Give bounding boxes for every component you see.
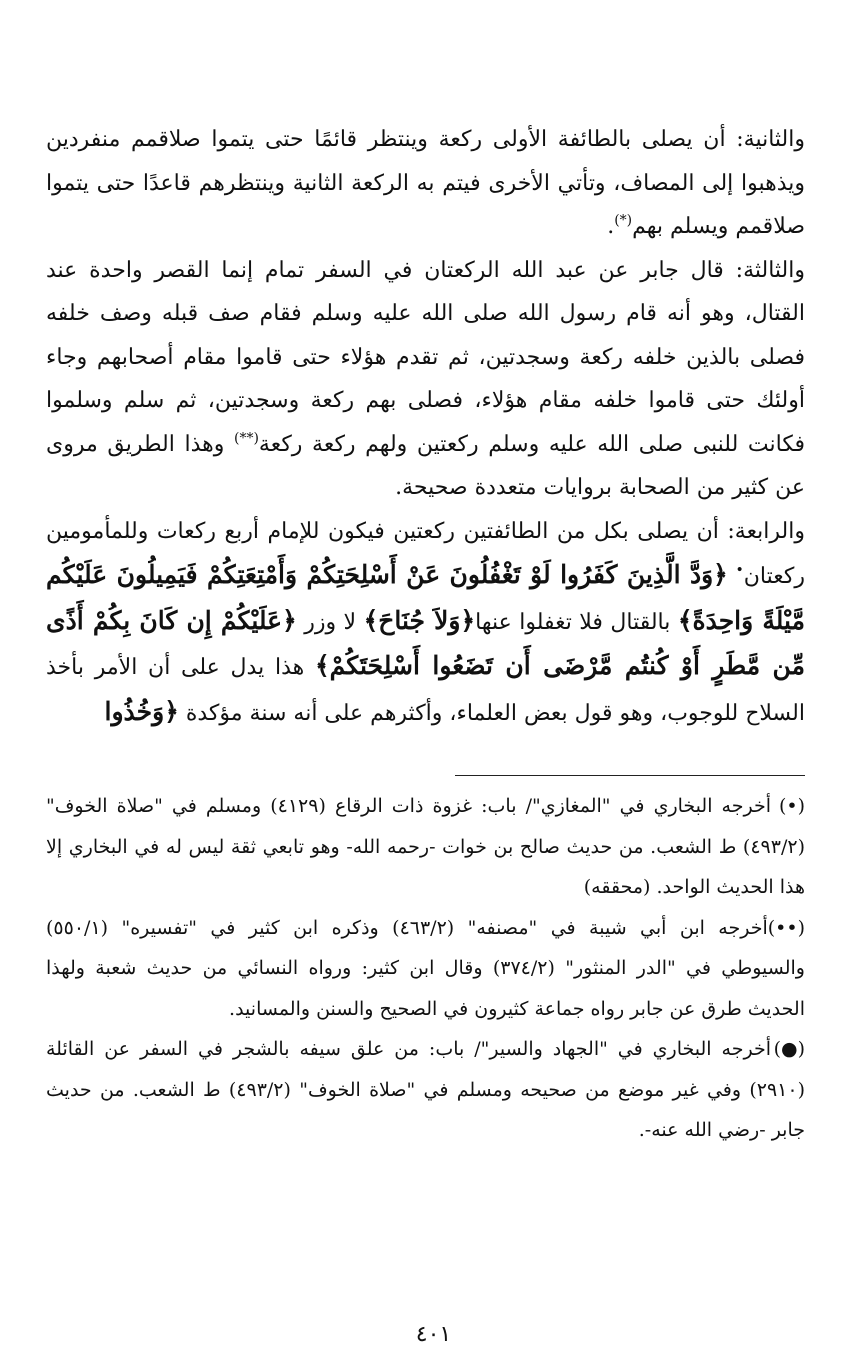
para-text: والثانية: أن يصلى بالطائفة الأولى ركعة وينتظر قائمًا حتى يتموا صلاقمم منفردين ويذهبوا إلى المصاف، وتأتي الأخرى فيتم به الركعة الثانية وينتظرهم قاعدًا حتى يتموا صلاقمم ويسلم بهم — [46, 127, 805, 239]
footnote-text: أخرجه البخاري في "المغازي"/ باب: غزوة ذات الرقاع (٤١٢٩) ومسلم في "صلاة الخوف" (٤٩٣/٢) ط الشعب. من حديث صالح بن خوات -رحمه الله- وهو تابعي ثقة ليس له في البخاري إلا هذا الحديث الواحد. (محققه) — [46, 795, 805, 898]
main-text — [46, 118, 805, 735]
footnotes — [46, 786, 805, 1151]
footnote-1 — [46, 786, 805, 908]
footnote-2 — [46, 908, 805, 1030]
footnote-mark: (••) — [767, 916, 805, 939]
footnote-marker: • — [735, 562, 744, 579]
paragraph-third-method — [46, 249, 805, 510]
paragraph-fourth-method — [46, 510, 805, 736]
footnote-text: أخرجه ابن أبي شيبة في "مصنفه" (٤٦٣/٢) وذكره ابن كثير في "تفسيره" (٥٥٠/١) والسيوطي في "الدر المنثور" (٣٧٤/٢) وقال ابن كثير: ورواه النسائي من حديث شعبة ولهذا الحديث طرق عن جابر رواه جماعة كثيرون في الصحيح والسنن والمسانيد. — [46, 916, 805, 1020]
footnote-mark: (●) — [773, 1038, 805, 1060]
para-text: لا وزر — [304, 609, 357, 635]
period: . — [607, 214, 615, 239]
footnote-marker: (**) — [233, 430, 259, 447]
para-text: وهذا الطريق مروى عن كثير من الصحابة بروايات متعددة صحيحة. — [46, 431, 805, 500]
paragraph-second-method — [46, 118, 805, 249]
para-text: بالقتال فلا تغفلوا عنها — [475, 609, 671, 635]
quran-verse: ﴿وَخُذُوا — [104, 696, 179, 726]
footnote-text: أخرجه البخاري في "الجهاد والسير"/ باب: من علق سيفه بالشجر في السفر عن القائلة (٢٩١٠) وفي غير موضع من صحيحه ومسلم في "صلاة الخوف" (٤٩٣/٢) ط الشعب. من حديث جابر -رضي الله عنه-. — [46, 1038, 805, 1141]
footnote-mark: (•) — [778, 795, 805, 817]
quran-verse: ﴿عَلَيْكُمْ إِن كَانَ بِكُمْ أَذًى مِّن مَّطَرٍ أَوْ كُنتُم مَّرْضَى أَن تَضَعُوا أَسْلِحَتَكُمْ﴾ — [46, 605, 805, 680]
footnote-3 — [46, 1029, 805, 1151]
para-text: والثالثة: قال جابر عن عبد الله الركعتان في السفر تمام إنما القصر واحدة عند القتال، وهو أنه قام رسول الله صلى الله عليه وسلم فقام صف قبله وصف خلفه فصلى بالذين خلفه ركعة وسجدتين، ثم تقدم هؤلاء حتى قاموا مقام أصحابهم وجاء أولئك حتى قاموا خلفه مقام هؤلاء، فصلى بهم ركعة وسجدتين، ثم سلم وسلموا فكانت للنبى صلى الله عليه وسلم ركعتين ولهم ركعة ركعة — [46, 257, 805, 457]
page-number: ٤٠١ — [415, 1322, 452, 1347]
footnote-separator — [455, 775, 805, 776]
quran-verse: ﴿وَدَّ الَّذِينَ كَفَرُوا لَوْ تَغْفُلُونَ عَنْ أَسْلِحَتِكُمْ وَأَمْتِعَتِكُمْ فَيَمِيلُونَ عَلَيْكُم مَّيْلَةً وَاحِدَةً﴾ — [46, 560, 805, 635]
para-text: والرابعة: أن يصلى بكل من الطائفتين ركعتين فيكون للإمام أربع ركعات وللمأمومين ركعتان — [46, 518, 805, 589]
footnote-marker: (*) — [614, 212, 633, 229]
quran-verse: ﴿وَلاَ جُنَاحَ﴾ — [363, 605, 476, 635]
para-text: هذا يدل على أن الأمر بأخذ السلاح للوجوب، وهو قول بعض العلماء، وأكثرهم على أنه سنة مؤكدة — [46, 655, 805, 726]
